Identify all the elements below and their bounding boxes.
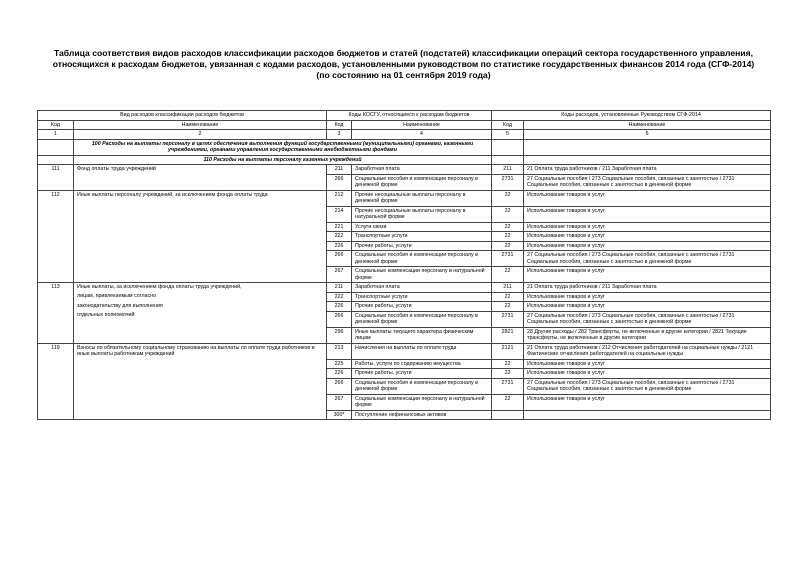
table-row: [38, 190, 771, 206]
expense-type-code: [38, 311, 74, 327]
kosgu-code: 267: [327, 394, 352, 410]
expense-type-name: Взносы по обязательному социальному страхованию на выплаты по оплате труда работников и иные выплаты работникам учреждений: [74, 343, 327, 420]
kosgu-code: 213: [327, 343, 352, 359]
kosgu-code: 214: [327, 206, 352, 222]
kosgu-code: 211: [327, 283, 352, 293]
kosgu-name: Социальные пособия и компенсации персоналу в денежной форме: [352, 174, 492, 190]
column-number: 3: [327, 130, 352, 140]
title-line-2: относящихся к расходам бюджетов, увязанная с кодами расходов, установленными руководством по статистике государственных финансов 2014 года (СГФ-2014): [52, 59, 755, 69]
sgf-code: 22: [492, 267, 524, 283]
expense-type-code: 111: [38, 165, 74, 191]
title-line-1: Таблица соответствия видов расходов классификации расходов бюджетов и статей (подстатей) классификации операций сектора государственного управления,: [53, 48, 753, 58]
sgf-name: [524, 410, 771, 420]
kosgu-name: Иные выплаты текущего характера физическим лицам: [352, 327, 492, 343]
kosgu-name: Транспортные услуги: [352, 292, 492, 302]
sgf-name: Использование товаров и услуг: [524, 232, 771, 242]
table-row: [38, 165, 771, 175]
kosgu-name: Прочие работы, услуги: [352, 369, 492, 379]
sgf-code: 22: [492, 292, 524, 302]
sgf-name: Использование товаров и услуг: [524, 369, 771, 379]
kosgu-code: 211: [327, 165, 352, 175]
column-number: 5: [492, 130, 524, 140]
sgf-code: 22: [492, 206, 524, 222]
sgf-name: Использование товаров и услуг: [524, 206, 771, 222]
expense-type-code: [38, 292, 74, 302]
kosgu-name: Поступление нефинансовых активов: [352, 410, 492, 420]
sgf-code: 22: [492, 394, 524, 410]
sgf-code: 211: [492, 165, 524, 175]
sgf-code: 2731: [492, 251, 524, 267]
kosgu-name: Работы, услуги по содержанию имущества: [352, 359, 492, 369]
sgf-name: Использование товаров и услуг: [524, 267, 771, 283]
table-row: [38, 343, 771, 359]
section-row: [38, 155, 771, 165]
sgf-name: 27 Социальные пособия / 273 Социальные пособия, связанные с занятостью / 2731 Социальные пособия, связанные с занятостью в денежной форме: [524, 251, 771, 267]
sgf-name: Использование товаров и услуг: [524, 394, 771, 410]
expense-type-name: Иные выплаты персоналу учреждений, за исключением фонда оплаты труда: [74, 190, 327, 283]
kosgu-code: 221: [327, 222, 352, 232]
kosgu-name: Заработная плата: [352, 165, 492, 175]
table-row: [38, 327, 771, 343]
kosgu-code: 226: [327, 302, 352, 312]
sgf-code: 22: [492, 232, 524, 242]
kosgu-name: Прочие несоциальные выплаты персоналу в натуральной форме: [352, 206, 492, 222]
sgf-name: Использование товаров и услуг: [524, 359, 771, 369]
sgf-name: Использование товаров и услуг: [524, 241, 771, 251]
table-header-columns: [38, 120, 771, 130]
expense-type-name: отдельных полномочий: [74, 311, 327, 327]
sgf-name: 27 Социальные пособия / 273 Социальные пособия, связанные с занятостью / 2731 Социальные пособия, связанные с занятостью в денежной форме: [524, 174, 771, 190]
table-header-groups: [38, 111, 771, 121]
header-group-expense-type: Вид расходов классификации расходов бюджетов: [38, 111, 327, 121]
column-number: 2: [74, 130, 327, 140]
kosgu-name: Начисления на выплаты по оплате труда: [352, 343, 492, 359]
sgf-code: 2821: [492, 327, 524, 343]
kosgu-name: Прочие несоциальные выплаты персоналу в денежной форме: [352, 190, 492, 206]
sgf-code: 22: [492, 222, 524, 232]
kosgu-name: Заработная плата: [352, 283, 492, 293]
kosgu-name: Транспортные услуги: [352, 232, 492, 242]
section-100-label: 100 Расходы на выплаты персоналу в целях обеспечения выполнения функций государственными (муниципальными) органами, казенными учреждениями, органами управления государственными внебюджетными фондами: [74, 139, 492, 155]
correspondence-table: [37, 110, 771, 420]
header-code: Код: [492, 120, 524, 130]
kosgu-name: Социальные компенсации персоналу в натуральной форме: [352, 267, 492, 283]
kosgu-code: 266: [327, 251, 352, 267]
sgf-name: 28 Другие расходы / 282 Трансферты, не включенные в другие категории / 2821 Текущие трансферты, не включенные в другие категории: [524, 327, 771, 343]
kosgu-name: Прочие работы, услуги: [352, 302, 492, 312]
kosgu-name: Социальные компенсации персоналу в натуральной форме: [352, 394, 492, 410]
kosgu-name: Прочие работы, услуги: [352, 241, 492, 251]
kosgu-code: 267: [327, 267, 352, 283]
kosgu-code: 266: [327, 174, 352, 190]
header-group-sgf: Коды расходов, установленные Руководством СГФ-2014: [492, 111, 771, 121]
sgf-code: 2731: [492, 311, 524, 327]
expense-type-code: [38, 327, 74, 343]
kosgu-name: Социальные пособия и компенсации персоналу в денежной форме: [352, 311, 492, 327]
kosgu-name: Услуги связи: [352, 222, 492, 232]
title-line-3: (по состоянию на 01 сентября 2019 года): [316, 70, 491, 80]
sgf-code: 2731: [492, 378, 524, 394]
kosgu-code: 300*: [327, 410, 352, 420]
header-name: Наименование: [524, 120, 771, 130]
table-row: [38, 292, 771, 302]
table-header-numbers: [38, 130, 771, 140]
kosgu-code: 226: [327, 369, 352, 379]
sgf-code: 22: [492, 241, 524, 251]
sgf-name: Использование товаров и услуг: [524, 292, 771, 302]
expense-type-code: 113: [38, 283, 74, 293]
sgf-name: 21 Оплата труда работников / 211 Заработная плата: [524, 165, 771, 175]
header-group-kosgu: Коды КОСГУ, относящиеся к расходам бюджетов: [327, 111, 492, 121]
sgf-name: 27 Социальные пособия / 273 Социальные пособия, связанные с занятостью / 2731 Социальные пособия, связанные с занятостью в денежной форме: [524, 378, 771, 394]
header-code: Код: [327, 120, 352, 130]
sgf-code: 22: [492, 302, 524, 312]
expense-type-code: [38, 302, 74, 312]
table-row: [38, 302, 771, 312]
expense-type-name: [74, 327, 327, 343]
expense-type-name: Фонд оплаты труда учреждений: [74, 165, 327, 191]
sgf-name: 21 Оплата труда работников / 211 Заработная плата: [524, 283, 771, 293]
sgf-name: Использование товаров и услуг: [524, 302, 771, 312]
column-number: 4: [352, 130, 492, 140]
column-number: 1: [38, 130, 74, 140]
sgf-code: 211: [492, 283, 524, 293]
expense-type-code: 119: [38, 343, 74, 420]
sgf-name: Использование товаров и услуг: [524, 190, 771, 206]
sgf-name: 21 Оплата труда работников / 212 Отчисления работодателей на социальные нужды / 2121 Фактические отчисления работодателей на социальные нужды: [524, 343, 771, 359]
kosgu-name: Социальные пособия и компенсации персоналу в денежной форме: [352, 251, 492, 267]
sgf-code: 22: [492, 359, 524, 369]
kosgu-code: 212: [327, 190, 352, 206]
kosgu-code: 296: [327, 327, 352, 343]
sgf-code: 22: [492, 369, 524, 379]
header-code: Код: [38, 120, 74, 130]
sgf-code: 2731: [492, 174, 524, 190]
kosgu-name: Социальные пособия и компенсации персоналу в денежной форме: [352, 378, 492, 394]
sgf-code: 22: [492, 190, 524, 206]
header-name: Наименование: [352, 120, 492, 130]
sgf-code: 2121: [492, 343, 524, 359]
kosgu-code: 266: [327, 311, 352, 327]
kosgu-code: 226: [327, 241, 352, 251]
expense-type-code: 112: [38, 190, 74, 283]
table-row: [38, 311, 771, 327]
kosgu-code: 266: [327, 378, 352, 394]
sgf-name: 27 Социальные пособия / 273 Социальные пособия, связанные с занятостью / 2731 Социальные пособия, связанные с занятостью в денежной форме: [524, 311, 771, 327]
table-row: [38, 283, 771, 293]
header-name: Наименование: [74, 120, 327, 130]
section-row: [38, 139, 771, 155]
document-title: [20, 48, 787, 81]
kosgu-code: 225: [327, 359, 352, 369]
expense-type-name: законодательству для выполнения: [74, 302, 327, 312]
kosgu-code: 222: [327, 292, 352, 302]
expense-type-name: лицам, привлекаемым согласно: [74, 292, 327, 302]
column-number: 6: [524, 130, 771, 140]
sgf-code: [492, 410, 524, 420]
expense-type-name: Иные выплаты, за исключением фонда оплаты труда учреждений,: [74, 283, 327, 293]
section-110-label: 110 Расходы на выплаты персоналу казенных учреждений: [74, 155, 492, 165]
kosgu-code: 222: [327, 232, 352, 242]
sgf-name: Использование товаров и услуг: [524, 222, 771, 232]
